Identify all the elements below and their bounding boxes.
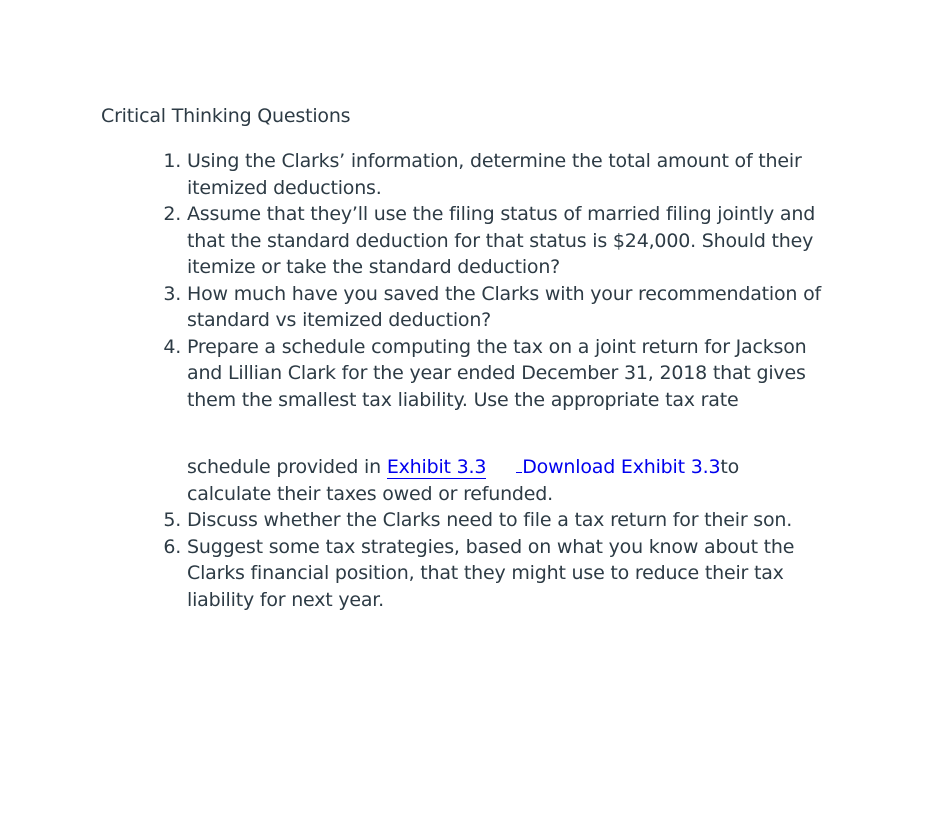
question-text: schedule provided in xyxy=(187,456,381,478)
question-item-5 xyxy=(187,507,841,534)
download-exhibit-3-3-link[interactable]: Download Exhibit 3.3 xyxy=(522,456,721,478)
question-item-1 xyxy=(187,148,841,201)
paragraph-gap xyxy=(187,413,841,454)
question-item-3 xyxy=(187,281,841,334)
question-text: to xyxy=(720,456,740,478)
question-text: Using the Clarks’ information, determine the total amount of their itemized deductions. xyxy=(187,150,802,199)
section-heading: Critical Thinking Questions xyxy=(101,105,351,127)
question-text: Suggest some tax strategies, based on what you know about the Clarks financial position, that they might use to reduce their tax liability for next year. xyxy=(187,535,795,611)
question-item-4 xyxy=(187,334,841,508)
question-text: calculate their taxes owed or refunded. xyxy=(187,482,553,505)
question-text: How much have you saved the Clarks with your recommendation of standard vs itemized deduction? xyxy=(187,282,821,331)
questions-list xyxy=(101,148,841,613)
question-item-2 xyxy=(187,201,841,281)
question-text: Prepare a schedule computing the tax on a joint return for Jackson and Lillian Clark for the year ended December 31, 2018 that gives them the smallest tax liability. Use the appropriate tax rate xyxy=(187,335,807,411)
question-text: Assume that they’ll use the filing status of married filing jointly and that the standard deduction for that status is $24,000. Should they itemize or take the standard deduction? xyxy=(187,203,816,278)
question-text: Discuss whether the Clarks need to file a tax return for their son. xyxy=(187,509,793,531)
question-item-6 xyxy=(187,534,841,614)
exhibit-3-3-link[interactable]: Exhibit 3.3 xyxy=(386,456,487,478)
main-content xyxy=(101,101,841,613)
